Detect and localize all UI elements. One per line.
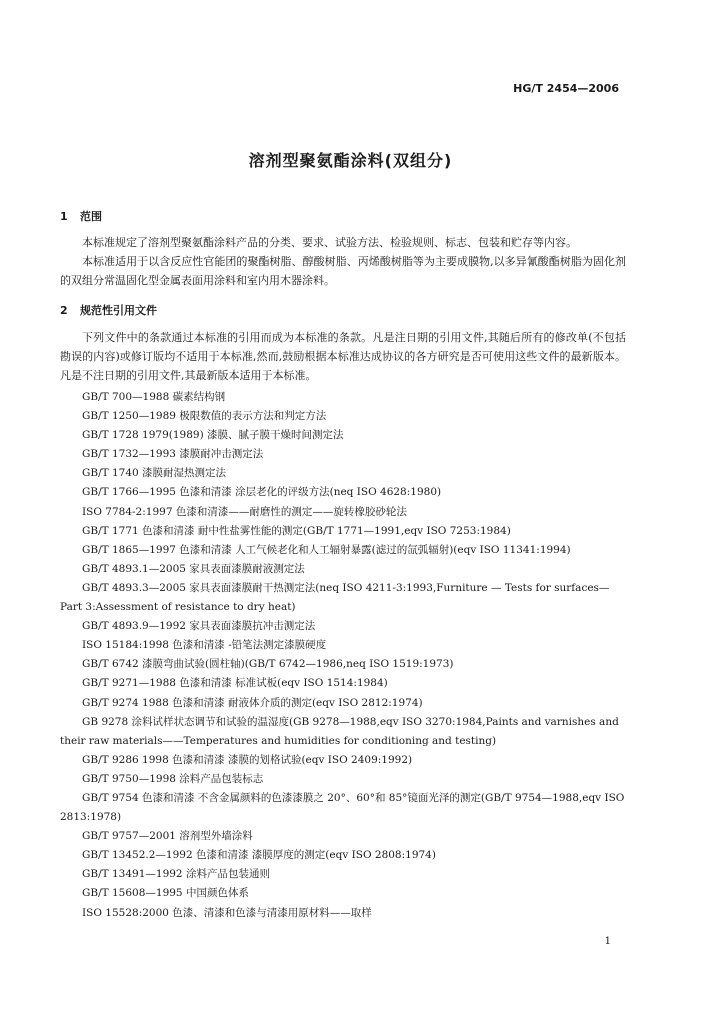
reference-item: GB/T 15608—1995 中国颜色体系 (82, 887, 249, 900)
reference-item: GB/T 1740 漆膜耐湿热测定法 (82, 467, 227, 480)
section-1-title: 范围 (80, 210, 102, 223)
reference-list (60, 388, 626, 923)
reference-item: GB/T 9754 色漆和清漆 不含金属颜料的色漆漆膜之 20°、60°和 85°镜面光泽的测定(GB/T 9754—1988,eqv ISO 2813:1978) (60, 791, 625, 824)
section-1-paragraph-1: 本标准规定了溶剂型聚氨酯涂料产品的分类、要求、试验方法、检验规则、标志、包装和贮存等内容。 (82, 236, 577, 249)
section-2-heading (60, 302, 157, 318)
reference-item: GB/T 9274 1988 色漆和清漆 耐液体介质的测定(eqv ISO 2812:1974) (82, 696, 423, 709)
section-1-heading (60, 208, 102, 224)
reference-item: GB/T 1728 1979(1989) 漆膜、腻子膜干燥时间测定法 (82, 429, 344, 442)
reference-item: GB/T 4893.9—1992 家具表面漆膜抗冲击测定法 (82, 620, 316, 633)
reference-item: GB/T 1865—1997 色漆和清漆 人工气候老化和人工辐射暴露(滤过的氙弧辐射)(eqv ISO 11341:1994) (82, 543, 571, 556)
reference-item: GB/T 6742 漆膜弯曲试验(圆柱轴)(GB/T 6742—1986,neq ISO 1519:1973) (82, 658, 454, 671)
page-number: 1 (604, 936, 611, 947)
section-1-paragraph-2: 本标准适用于以含反应性官能团的聚酯树脂、醇酸树脂、丙烯酸树脂等为主要成膜物,以多异氰酸酯树脂为固化剂的双组分常温固化型金属表面用涂料和室内用木器涂料。 (60, 255, 626, 287)
reference-item: GB/T 1732—1993 漆膜耐冲击测定法 (82, 448, 264, 461)
reference-item: GB/T 9757—2001 溶剂型外墙涂料 (82, 830, 253, 843)
reference-item: GB/T 4893.1—2005 家具表面漆膜耐液测定法 (82, 562, 305, 575)
section-1-number: 1 (60, 210, 68, 223)
document-title: 溶剂型聚氨酯涂料(双组分) (248, 151, 453, 170)
reference-item: GB/T 9271—1988 色漆和清漆 标准试板(eqv ISO 1514:1984) (82, 677, 388, 690)
reference-item: GB/T 1766—1995 色漆和清漆 涂层老化的评级方法(neq ISO 4628:1980) (82, 486, 442, 499)
reference-item: ISO 15528:2000 色漆、清漆和色漆与清漆用原材料——取样 (82, 906, 372, 919)
reference-item: GB/T 13452.2—1992 色漆和清漆 漆膜厚度的测定(eqv ISO 2808:1974) (82, 849, 436, 862)
reference-item: GB/T 4893.3—2005 家具表面漆膜耐干热测定法(neq ISO 4211-3:1993,Furniture — Tests for surfaces—Part 3:Assessment of resistance to dry heat) (60, 581, 610, 614)
reference-item: ISO 15184:1998 色漆和清漆 -铅笔法测定漆膜硬度 (82, 639, 327, 652)
reference-item: GB/T 9286 1998 色漆和清漆 漆膜的划格试验(eqv ISO 2409:1992) (82, 753, 413, 766)
reference-item: GB 9278 涂料试样状态调节和试验的温湿度(GB 9278—1988,eqv ISO 3270:1984,Paints and varnishes and their raw materials——Temperatures and humidities for conditioning and testing) (60, 715, 619, 747)
reference-item: GB/T 9750—1998 涂料产品包装标志 (82, 772, 264, 785)
section-2-number: 2 (60, 304, 68, 317)
section-2-title: 规范性引用文件 (80, 304, 157, 317)
standard-number: HG/T 2454—2006 (513, 82, 619, 95)
reference-item: GB/T 700—1988 碳素结构钢 (82, 391, 226, 403)
section-2-intro: 下列文件中的条款通过本标准的引用而成为本标准的条款。凡是注日期的引用文件,其随后所有的修改单(不包括勘误的内容)或修订版均不适用于本标准,然而,鼓励根据本标准达成协议的各方研究是否可使用这些文件的最新版本。凡是不注日期的引用文件,其最新版本适用于本标准。 (60, 331, 626, 382)
reference-item: GB/T 13491—1992 涂料产品包装通则 (82, 868, 270, 881)
reference-item: GB/T 1771 色漆和清漆 耐中性盐雾性能的测定(GB/T 1771—1991,eqv ISO 7253:1984) (82, 524, 511, 537)
reference-item: GB/T 1250—1989 极限数值的表示方法和判定方法 (82, 410, 327, 423)
reference-item: ISO 7784-2:1997 色漆和清漆——耐磨性的测定——旋转橡胶砂轮法 (82, 505, 407, 518)
